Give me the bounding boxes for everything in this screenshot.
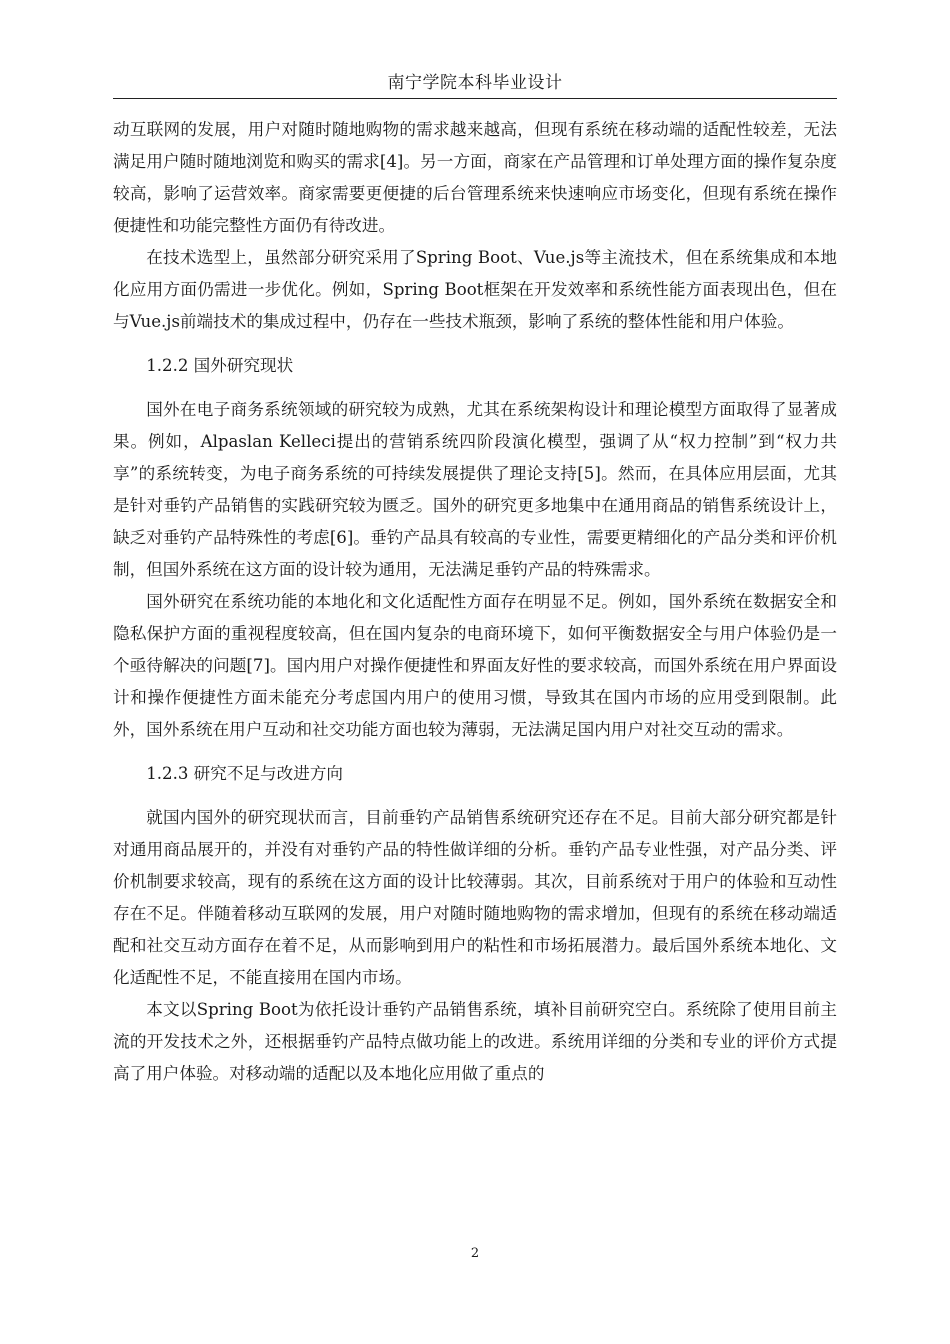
section-heading-1-2-3: 1.2.3 研究不足与改进方向 — [146, 764, 344, 783]
page-header — [113, 70, 837, 99]
paragraph-4: 国外研究在系统功能的本地化和文化适配性方面存在明显不足。例如，国外系统在数据安全和隐私保护方面的重视程度较高，但在国内复杂的电商环境下，如何平衡数据安全与用户体验仍是一个亟待解决的问题[7]。国内用户对操作便捷性和界面友好性的要求较高，而国外系统在用户界面设计和操作便捷性方面未能充分考虑国内用户的使用习惯，导致其在国内市场的应用受到限制。此外，国外系统在用户互动和社交功能方面也较为薄弱，无法满足国内用户对社交互动的需求。 — [113, 592, 837, 739]
paragraph-2: 在技术选型上，虽然部分研究采用了Spring Boot、Vue.js等主流技术，但在系统集成和本地化应用方面仍需进一步优化。例如，Spring Boot框架在开发效率和系统性能方面表现出色，但在与Vue.js前端技术的集成过程中，仍存在一些技术瓶颈，影响了系统的整体性能和用户体验。 — [113, 248, 837, 331]
document-body — [113, 114, 837, 1090]
paragraph-6: 本文以Spring Boot为依托设计垂钓产品销售系统，填补目前研究空白。系统除了使用目前主流的开发技术之外，还根据垂钓产品特点做功能上的改进。系统用详细的分类和专业的评价方式提高了用户体验。对移动端的适配以及本地化应用做了重点的 — [113, 1000, 837, 1083]
paragraph-3: 国外在电子商务系统领域的研究较为成熟，尤其在系统架构设计和理论模型方面取得了显著成果。例如，Alpaslan Kelleci提出的营销系统四阶段演化模型，强调了从“权力控制”到“权力共享”的系统转变，为电子商务系统的可持续发展提供了理论支持[5]。然而，在具体应用层面，尤其是针对垂钓产品销售的实践研究较为匮乏。国外的研究更多地集中在通用商品的销售系统设计上，缺乏对垂钓产品特殊性的考虑[6]。垂钓产品具有较高的专业性，需要更精细化的产品分类和评价机制，但国外系统在这方面的设计较为通用，无法满足垂钓产品的特殊需求。 — [113, 400, 837, 579]
page-number: 2 — [470, 1246, 480, 1261]
paragraph-1: 动互联网的发展，用户对随时随地购物的需求越来越高，但现有系统在移动端的适配性较差，无法满足用户随时随地浏览和购买的需求[4]。另一方面，商家在产品管理和订单处理方面的操作复杂度较高，影响了运营效率。商家需要更便捷的后台管理系统来快速响应市场变化，但现有系统在操作便捷性和功能完整性方面仍有待改进。 — [113, 120, 837, 235]
header-title: 南宁学院本科毕业设计 — [387, 73, 563, 93]
section-heading-1-2-2: 1.2.2 国外研究现状 — [146, 356, 294, 375]
paragraph-5: 就国内国外的研究现状而言，目前垂钓产品销售系统研究还存在不足。目前大部分研究都是针对通用商品展开的，并没有对垂钓产品的特性做详细的分析。垂钓产品专业性强，对产品分类、评价机制要求较高，现有的系统在这方面的设计比较薄弱。其次，目前系统对于用户的体验和互动性存在不足。伴随着移动互联网的发展，用户对随时随地购物的需求增加，但现有的系统在移动端适配和社交互动方面存在着不足，从而影响到用户的粘性和市场拓展潜力。最后国外系统本地化、文化适配性不足，不能直接用在国内市场。 — [113, 808, 837, 987]
